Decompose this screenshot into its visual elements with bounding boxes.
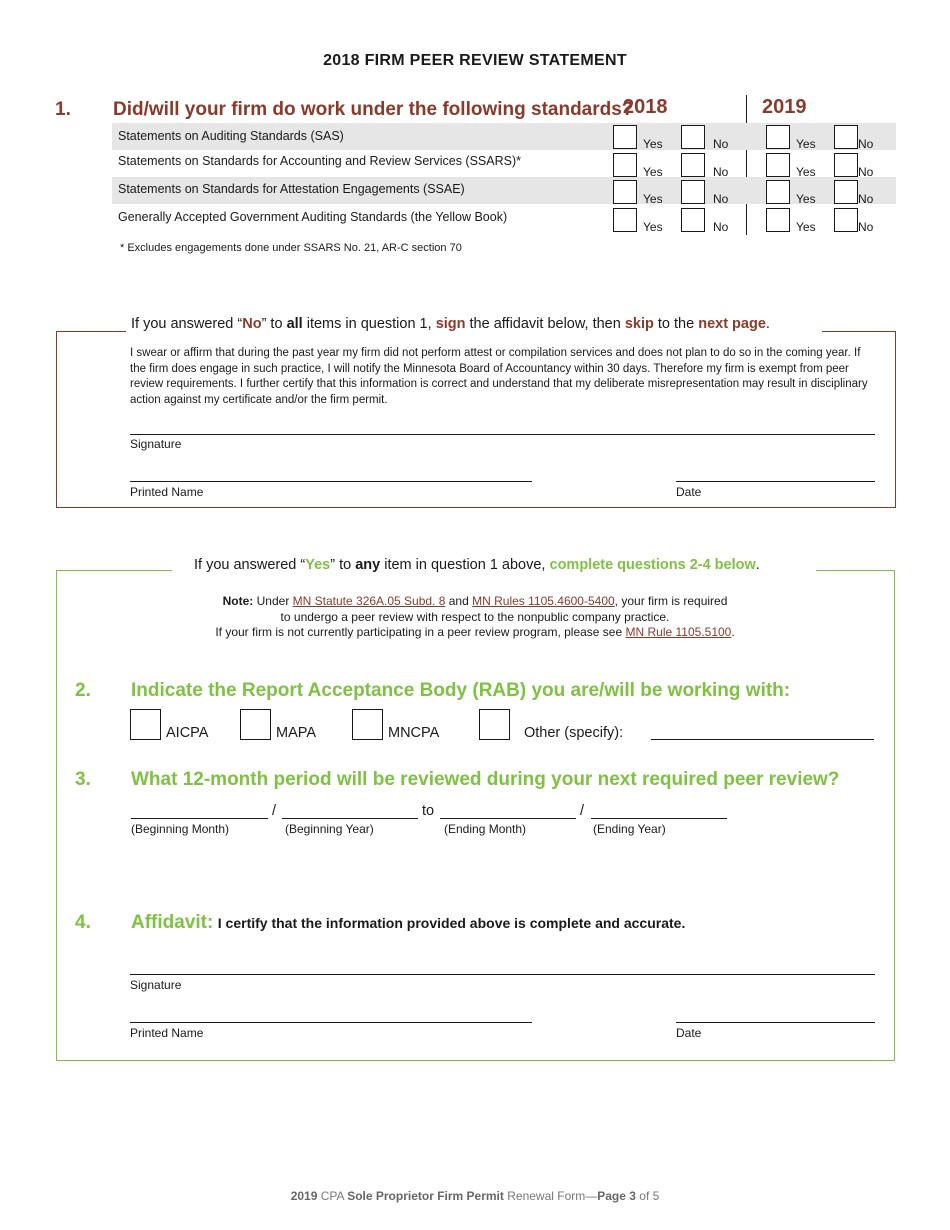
sas-2018-no-checkbox[interactable] [681, 125, 705, 149]
mncpa-label: MNCPA [388, 725, 440, 741]
yellow-book-2018-yes-checkbox[interactable] [613, 208, 637, 232]
ssae-2019-yes-checkbox[interactable] [766, 180, 790, 204]
row-label-sas: Statements on Auditing Standards (SAS) [118, 129, 344, 143]
regulation-note: Note: Under MN Statute 326A.05 Subd. 8 and MN Rules 1105.4600-5400, your firm is required [222, 594, 728, 608]
printed-name-label-2: Printed Name [130, 1026, 204, 1040]
row-label-ssars: Statements on Standards for Accounting and Review Services (SSARS)* [118, 154, 521, 168]
date-line-1[interactable] [676, 481, 875, 482]
ending-year-input[interactable] [591, 818, 727, 819]
yes-label: Yes [643, 192, 663, 206]
sas-2019-yes-checkbox[interactable] [766, 125, 790, 149]
ssae-2019-no-checkbox[interactable] [834, 180, 858, 204]
date-slash: / [272, 803, 277, 819]
signature-line-1[interactable] [130, 434, 875, 435]
year-2019-heading: 2019 [762, 96, 807, 118]
year-2018-heading: 2018 [623, 96, 668, 118]
date-line-2[interactable] [676, 1022, 875, 1023]
no-emphasis: No [242, 316, 262, 332]
beginning-month-label: (Beginning Month) [131, 822, 230, 836]
ssars-2018-yes-checkbox[interactable] [613, 153, 637, 177]
other-rab-input[interactable] [651, 739, 874, 740]
q4-number: 4. [75, 912, 91, 933]
printed-name-line-1[interactable] [130, 481, 532, 482]
date-label-1: Date [676, 485, 702, 499]
no-instructions: If you answered “No” to all items in question 1, sign the affidavit below, then skip to the next page. [131, 316, 770, 332]
signature-label-2: Signature [130, 978, 182, 992]
yes-label: Yes [796, 192, 816, 206]
mncpa-checkbox[interactable] [352, 709, 383, 740]
mapa-checkbox[interactable] [240, 709, 271, 740]
beginning-month-input[interactable] [131, 818, 268, 819]
q2-number: 2. [75, 680, 91, 701]
ending-month-label: (Ending Month) [444, 822, 527, 836]
q4-text: I certify that the information provided above is complete and accurate. [217, 915, 686, 931]
page-title: 2018 FIRM PEER REVIEW STATEMENT [323, 52, 627, 69]
date-slash: / [580, 803, 585, 819]
printed-name-label-1: Printed Name [130, 485, 204, 499]
row-label-yellow-book: Generally Accepted Government Auditing Standards (the Yellow Book) [118, 210, 508, 224]
ssars-2019-yes-checkbox[interactable] [766, 153, 790, 177]
q3-text: What 12-month period will be reviewed during your next required peer review? [131, 769, 840, 790]
date-label-2: Date [676, 1026, 702, 1040]
yellow-book-2019-yes-checkbox[interactable] [766, 208, 790, 232]
yes-label: Yes [643, 137, 663, 151]
beginning-year-label: (Beginning Year) [285, 822, 374, 836]
q1-number: 1. [55, 99, 71, 120]
yellow-book-2019-no-checkbox[interactable] [834, 208, 858, 232]
yes-label: Yes [643, 165, 663, 179]
page-footer: 2019 CPA Sole Proprietor Firm Permit Renewal Form—Page 3 of 5 [290, 1189, 660, 1203]
no-label: No [713, 137, 729, 151]
ssae-2018-no-checkbox[interactable] [681, 180, 705, 204]
yes-label: Yes [643, 220, 663, 234]
q2-text: Indicate the Report Acceptance Body (RAB) you are/will be working with: [131, 680, 791, 701]
other-rab-checkbox[interactable] [479, 709, 510, 740]
no-label: No [713, 165, 729, 179]
no-label: No [858, 220, 874, 234]
yes-section-box [56, 570, 895, 1061]
no-affidavit-text: I swear or affirm that during the past year my firm did not perform attest or compilation services and does not plan to do so in the coming year. If the firm does engage in such practice, I will notify the Minnesota Board of Accountancy within 30 days. Therefore my firm is exempt from peer review requirements. I further certify that this information is correct and understand that my deliberate misrepresentation may result in disciplinary action against my certificate and/or the firm permit. [130, 347, 868, 406]
to-label: to [422, 803, 435, 819]
beginning-year-input[interactable] [282, 818, 418, 819]
no-label: No [713, 220, 729, 234]
mn-statute-link[interactable]: MN Statute 326A.05 Subd. 8 [292, 594, 446, 608]
regulation-note-line2: to undergo a peer review with respect to the nonpublic company practice. [280, 610, 670, 624]
yellow-book-2018-no-checkbox[interactable] [681, 208, 705, 232]
mn-rules-link[interactable]: MN Rules 1105.4600-5400 [472, 594, 615, 608]
yes-label: Yes [796, 220, 816, 234]
ending-year-label: (Ending Year) [593, 822, 666, 836]
ssars-2019-no-checkbox[interactable] [834, 153, 858, 177]
row-label-ssae: Statements on Standards for Attestation Engagements (SSAE) [118, 182, 465, 196]
aicpa-label: AICPA [166, 725, 209, 741]
ending-month-input[interactable] [440, 818, 576, 819]
ssars-2018-no-checkbox[interactable] [681, 153, 705, 177]
ssars-footnote: * Excludes engagements done under SSARS No. 21, AR-C section 70 [120, 242, 462, 254]
mapa-label: MAPA [276, 725, 317, 741]
signature-label-1: Signature [130, 437, 182, 451]
no-label: No [858, 165, 874, 179]
yes-label: Yes [796, 165, 816, 179]
sas-2018-yes-checkbox[interactable] [613, 125, 637, 149]
printed-name-line-2[interactable] [130, 1022, 532, 1023]
mn-rule-5100-link[interactable]: MN Rule 1105.5100 [625, 625, 732, 639]
regulation-note-line3: If your firm is not currently participating in a peer review program, please see MN Rule 1105.5100. [215, 625, 735, 639]
no-label: No [858, 137, 874, 151]
yes-instructions: If you answered “Yes” to any item in question 1 above, complete questions 2-4 below. [194, 557, 760, 573]
q4-affidavit [131, 912, 685, 934]
q3-number: 3. [75, 769, 91, 790]
signature-line-2[interactable] [130, 974, 875, 975]
aicpa-checkbox[interactable] [130, 709, 161, 740]
no-label: No [858, 192, 874, 206]
ssae-2018-yes-checkbox[interactable] [613, 180, 637, 204]
sas-2019-no-checkbox[interactable] [834, 125, 858, 149]
q1-text: Did/will your firm do work under the following standards? [113, 99, 634, 120]
other-rab-label: Other (specify): [524, 725, 624, 741]
no-label: No [713, 192, 729, 206]
q4-label: Affidavit: [131, 912, 214, 933]
yes-label: Yes [796, 137, 816, 151]
